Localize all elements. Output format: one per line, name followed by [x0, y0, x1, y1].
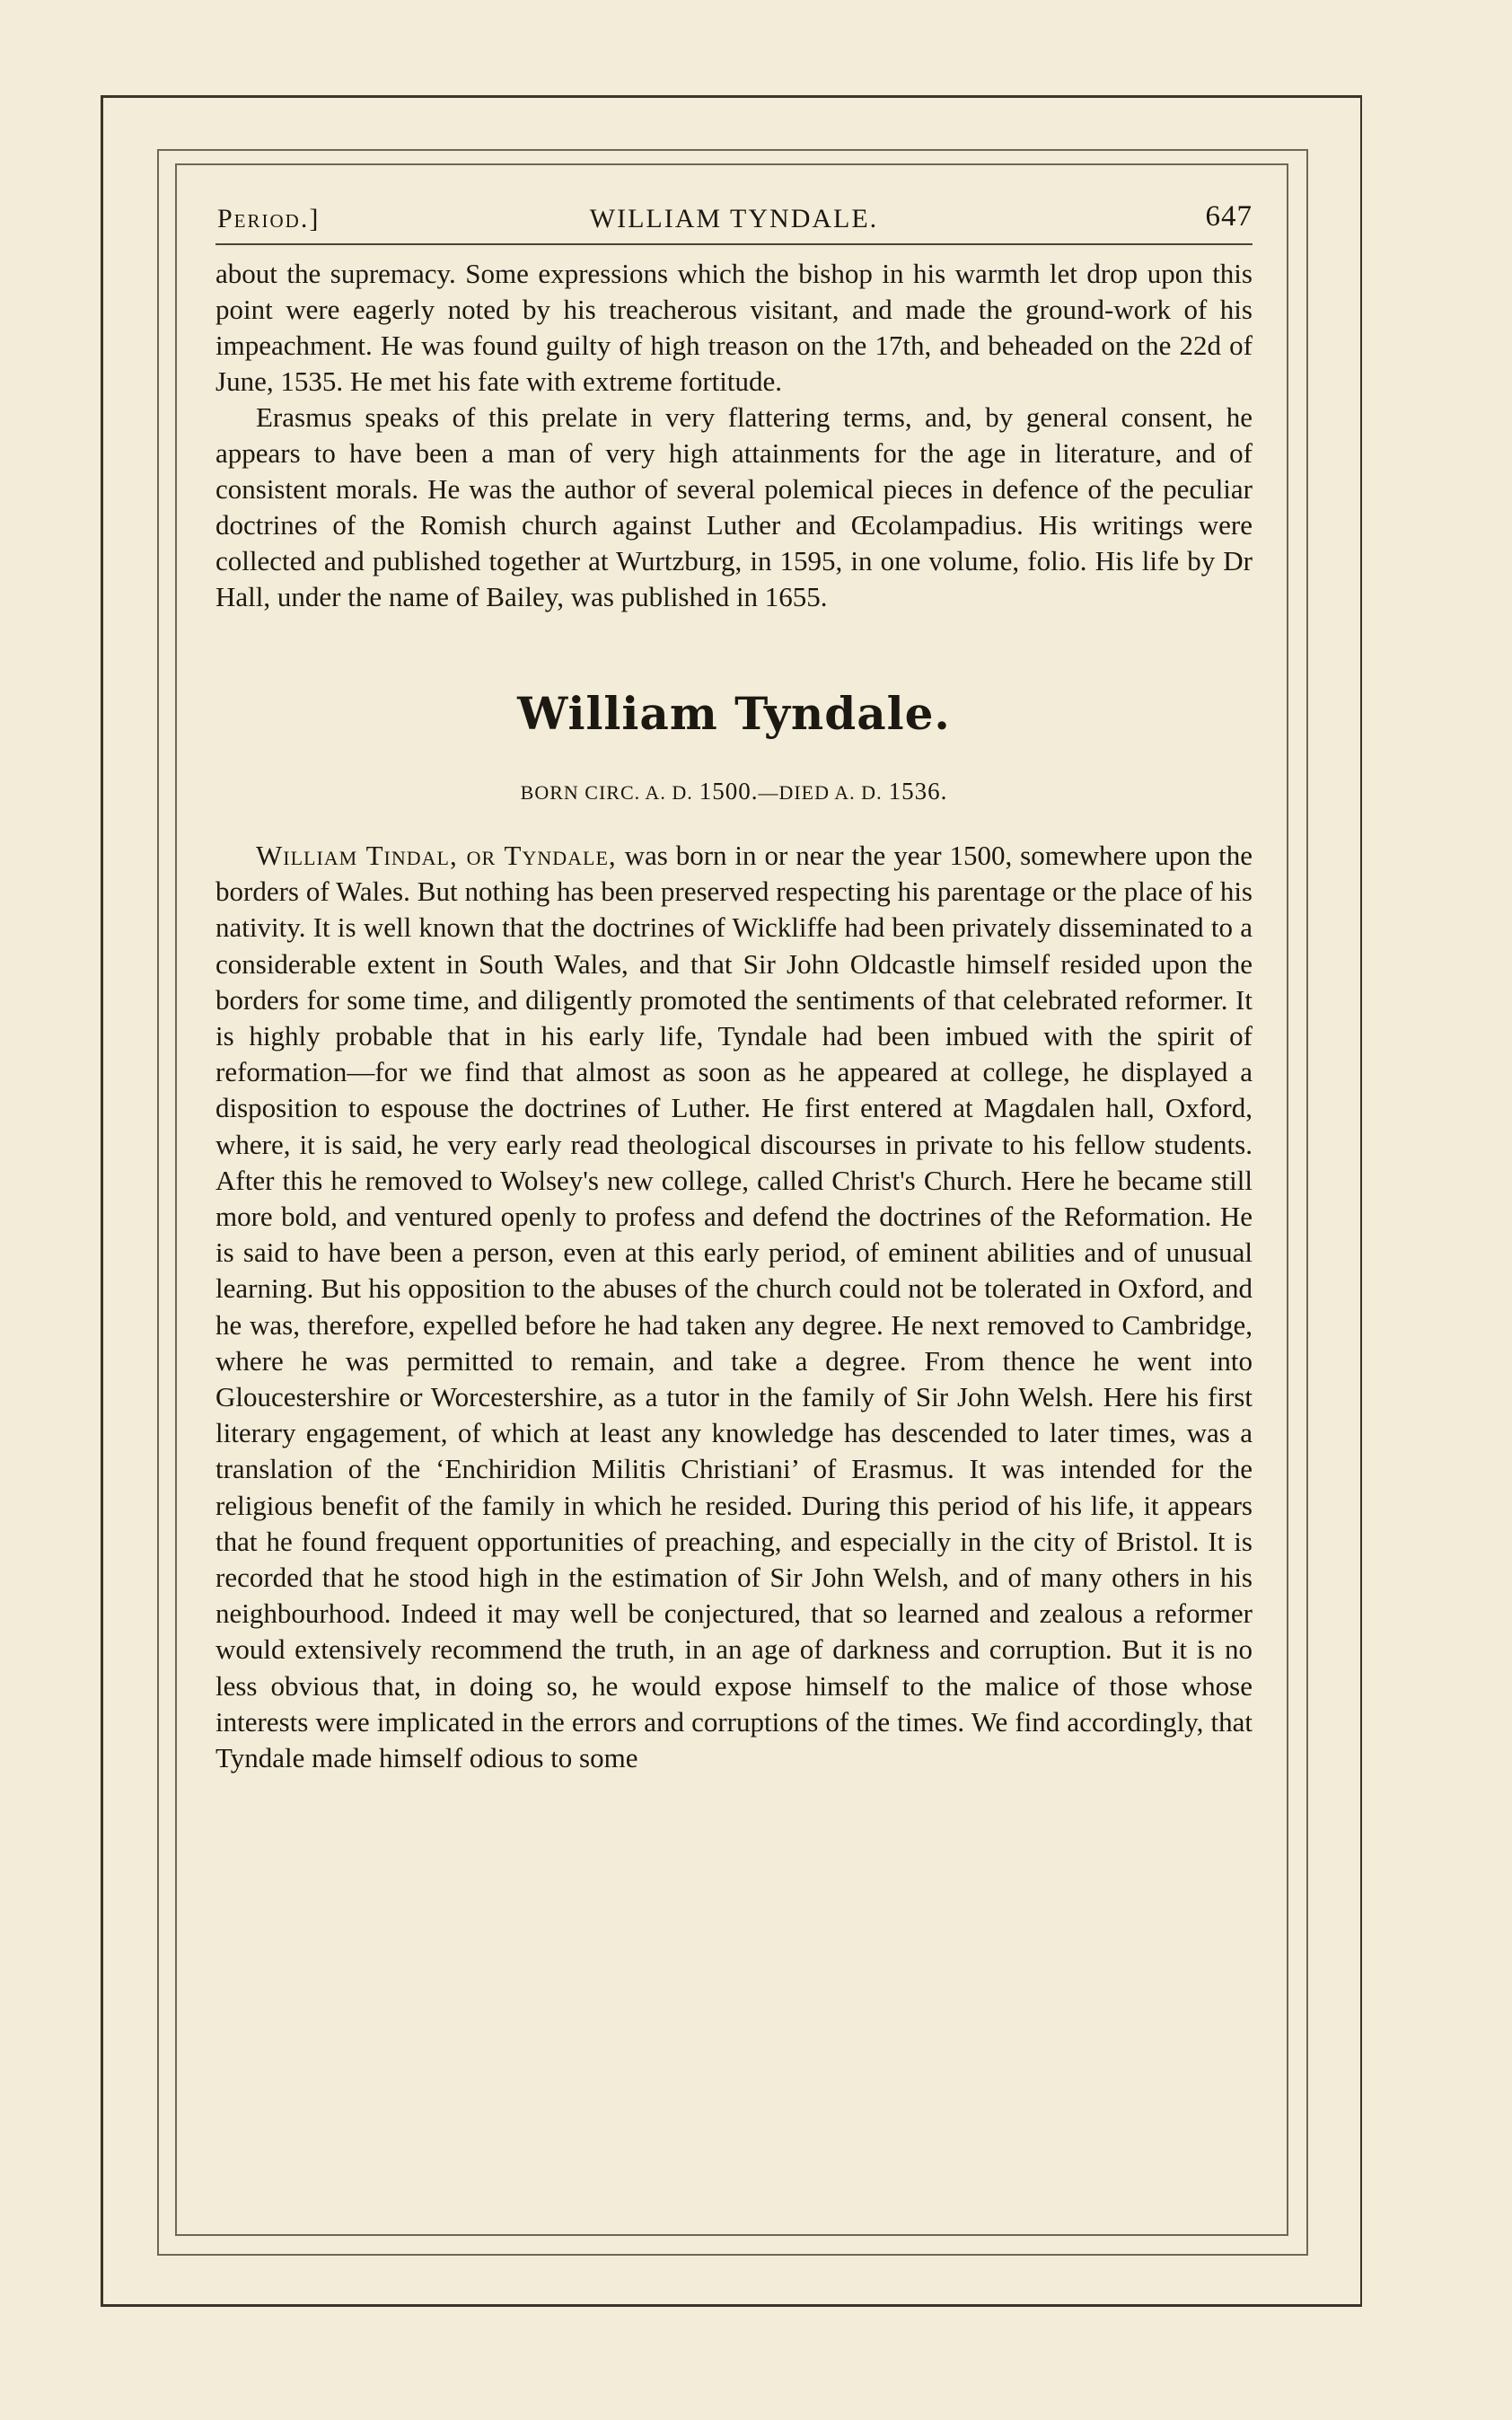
- continued-paragraph: about the supremacy. Some expressions which the bishop in his warmth let drop upon this point were eagerly noted by his treacherous visitant, and made the ground-work of his impeachment. He was found guilty of high treason on the 17th, and beheaded on the 22d of June, 1535. He met his fate with extreme fortitude.: [215, 258, 1253, 397]
- book-page: [215, 184, 1253, 1776]
- born-year: 1500.: [699, 778, 759, 805]
- running-head-period: Period.]: [217, 204, 321, 233]
- erasmus-paragraph: Erasmus speaks of this prelate in very flattering terms, and, by general consent, he appears to have been a man of very high attainments for the age in literature, and of consistent morals. He was the author of several polemical pieces in defence of the peculiar doctrines of the Romish church against Luther and Œcolampadius. His writings were collected and published together at Wurtzburg, in 1595, in one volume, folio. His life by Dr Hall, under the name of Bailey, was published in 1655.: [215, 401, 1253, 612]
- biography-body: was born in or near the year 1500, somewhere upon the borders of Wales. But nothing has been preserved respecting his parentage or the place of his nativity. It is well known that the doctrines of Wickliffe had been privately disseminated to a considerable extent in South Wales, and that Sir John Oldcastle himself resided upon the borders for some time, and diligently promoted the sentiments of that celebrated reformer. It is highly probable that in his early life, Tyndale had been imbued with the spirit of reformation—for we find that almost as soon as he appeared at college, he displayed a disposition to espouse the doctrines of Luther. He first entered at Magdalen hall, Oxford, where, it is said, he very early read theological discourses in private to his fellow students. After this he removed to Wolsey's new college, called Christ's Church. Here he became still more bold, and ventured openly to profess and defend the doctrines of the Reformation. He is said to have been a person, even at this early period, of eminent abilities and of unusual learning. But his opposition to the abuses of the church could not be tolerated in Oxford, and he was, therefore, expelled before he had taken any degree. He next removed to Cambridge, where he was permitted to remain, and take a degree. From thence he went into Gloucestershire or Worcestershire, as a tutor in the family of Sir John Welsh. Here his first literary engagement, of which at least any knowledge has descended to later times, was a translation of the ‘Enchiridion Militis Christiani’ of Erasmus. It was intended for the religious benefit of the family in which he resided. During this period of his life, it appears that he found frequent opportunities of preaching, and especially in the city of Bristol. It is recorded that he stood high in the estimation of Sir John Welsh, and of many others in his neighbourhood. Indeed it may well be conjectured, that so learned and zealous a reformer would extensively recommend the truth, in an age of darkness and corruption. But it is no less obvious that, in doing so, he would expose himself to the malice of those whose interests were implicated in the errors and corruptions of the times. We find accordingly, that Tyndale made himself odious to some: [215, 840, 1253, 1774]
- biography-title: William Tyndale.: [517, 687, 951, 740]
- inner-frame-bottom: [157, 2254, 1308, 2256]
- outer-frame-left: [101, 95, 103, 2307]
- header-rule: [215, 243, 1253, 245]
- page-border-left: [175, 163, 177, 2236]
- running-head: [215, 184, 1253, 238]
- outer-frame-right: [1360, 95, 1362, 2307]
- page-border-top: [175, 163, 1288, 165]
- born-label: BORN CIRC. A. D.: [520, 781, 693, 804]
- inner-frame-right: [1306, 149, 1308, 2256]
- outer-frame-top: [101, 95, 1362, 98]
- biography-lead-in: William Tindal, or Tyndale,: [256, 840, 617, 871]
- biography-dates: [215, 778, 1253, 805]
- outer-frame-bottom: [101, 2304, 1362, 2307]
- inner-frame-top: [157, 149, 1308, 151]
- died-year: 1536.: [888, 778, 948, 805]
- page-number: 647: [1205, 200, 1253, 233]
- running-head-title: WILLIAM TYNDALE.: [589, 204, 879, 233]
- biography-paragraph: [215, 838, 1253, 1776]
- page-border-bottom: [175, 2234, 1288, 2236]
- inner-frame-left: [157, 149, 159, 2256]
- died-label: —DIED A. D.: [758, 781, 883, 804]
- page-border-right: [1287, 163, 1288, 2236]
